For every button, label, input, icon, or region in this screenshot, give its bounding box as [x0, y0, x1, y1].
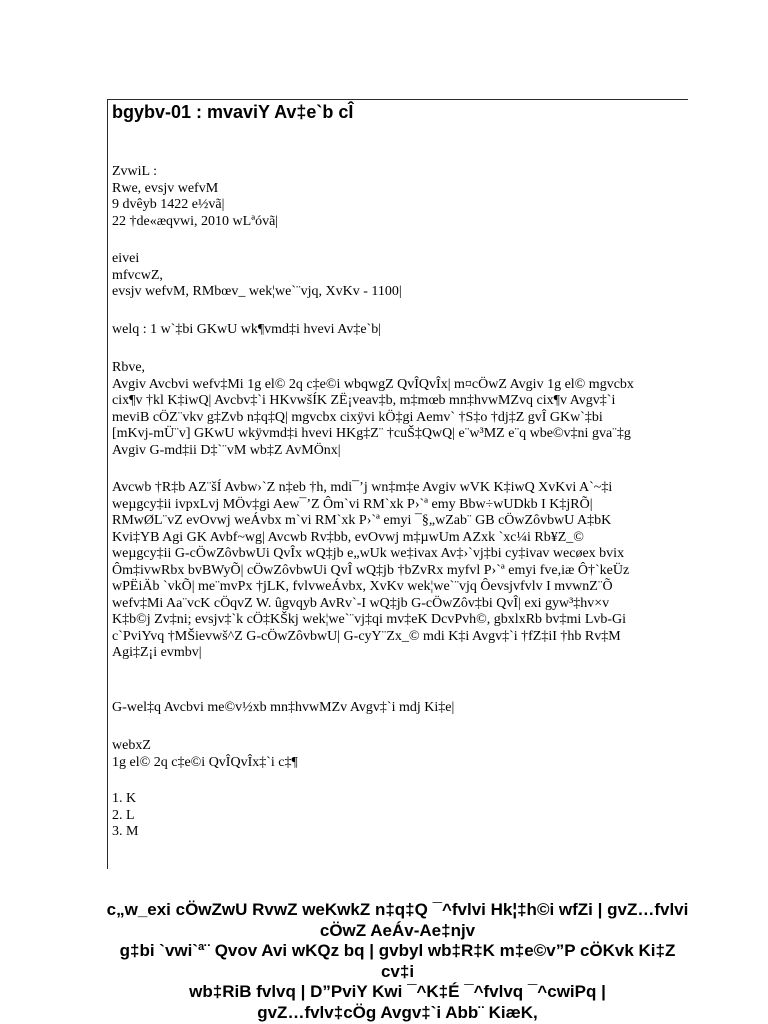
- closing-block: [112, 738, 298, 771]
- recipient-line: mfvcwZ,: [112, 267, 163, 283]
- paragraph-line: Avgiv G-md‡ii D‡`¨vM wb‡Z AvMÖnx|: [112, 442, 341, 458]
- footer-quote-line: cÖwZ AeÁv-Ae‡njv: [319, 920, 476, 940]
- paragraph-line: weµgcy‡ii G-cÖwZôvbwUi QvÎx wQ‡jb e„wUk we‡ivax Av‡›`vj‡bi cy‡ivav wecøex bvix: [112, 546, 625, 561]
- paragraph-line: c`PviYvq †MŠievwš^Z G-cÖwZôvbwU| G-cyY¨Zx_© mdi K‡i Avgv‡`i †fZ‡iI †hb Rv‡M: [112, 628, 621, 644]
- paragraph-line: weµgcy‡ii ivpxLvj MÖv‡gi Aew¯’Z Ôm`vi RM`xk P›`ª emy Bbw÷wUDkb I K‡jRÕ|: [112, 496, 593, 512]
- paragraph-line: cix¶v †kl K‡iwQ| Avcbv‡`i HKvwšÍK ZË¡veav‡b, m‡mœb mn‡hvwMZvq cix¶v Avgv‡`i: [112, 393, 616, 408]
- paragraph-line: [mKvj-mÜ¨v] GKwU wkÿvmd‡i hvevi HKg‡Z¨ †cuŠ‡QwQ| e¨w³MZ e¨q wbe©v‡ni gva¨‡g: [112, 426, 631, 441]
- paragraph-line: Agi‡Z¡i evmbv|: [112, 645, 202, 660]
- date-line: 9 dvêyb 1422 e½vã|: [112, 197, 225, 212]
- closing-label: webxZ: [112, 738, 151, 753]
- footer-quote-line: cv‡i: [380, 961, 415, 981]
- frame-left-border: [107, 99, 108, 869]
- footer-quote-line: c„w_exi cÖwZwU RvwZ weKwkZ n‡q‡Q ¯^fvlvi Hk¦‡h©i wfZi | gvZ…fvlvi: [106, 900, 689, 919]
- paragraph-line: Avgiv Avcbvi wefv‡Mi 1g el© 2q c‡e©i wbqwgZ QvÎQvÎx| m¤cÖwZ Avgiv 1g el© mgvcbx: [112, 376, 634, 392]
- signatory-list: [112, 791, 138, 841]
- frame-top-border: [107, 99, 688, 100]
- paragraph-2: [112, 480, 629, 662]
- date-block: [112, 164, 278, 230]
- footer-quote: [40, 900, 755, 1023]
- paragraph-line: G-wel‡q Avcbvi me©v½xb mn‡hvwMZv Avgv‡`i mdj Ki‡e|: [112, 700, 455, 715]
- paragraph-3: [112, 700, 454, 717]
- paragraph-line: Ôm‡ivwRbx bvBWyÕ| cÖwZôvbwUi QvÎ wQ‡jb †bZvRx myfvl P›`ª emyi fve,iæ Ô†`keÜz: [112, 562, 630, 578]
- subject-line: welq : 1 w`‡bi GKwU wk¶vmd‡i hvevi Av‡e`b|: [112, 322, 382, 337]
- date-label: ZvwiL :: [112, 164, 157, 179]
- paragraph-line: wPËiÄb `vkÕ| me¨mvPx †jLK, fvlvweÁvbx, XvKv wek¦we`¨vjq Ôevsjvfvlv I mvwnZ¨Õ: [112, 579, 613, 594]
- paragraph-line: wefv‡Mi Aa¨vcK cÖqvZ W. ûgvqyb AvRv`-I wQ‡jb G-cÖwZôv‡bi QvÎ| exi gyw³‡hv×v: [112, 595, 610, 611]
- closing-line: 1g el© 2q c‡e©i QvÎQvÎx‡`i c‡¶: [112, 754, 298, 770]
- footer-quote-line: wb‡RiB fvlvq | D”PviY Kwi ¯^K‡É ¯^fvlvq ¯^cwiPq |: [189, 982, 606, 1001]
- paragraph-line: Kvi‡YB Agi GK Avbf~wg| Avcwb Rv‡bb, evOvwj m‡µwUm AZxk `xc¼i Rb¥Z_©: [112, 529, 584, 545]
- paragraph-line: meviB cÖZ¨vkv g‡Zvb n‡q‡Q| mgvcbx cixÿvi kÖ‡gi Aemv` †S‡o †dj‡Z gvÎ GKw`‡bi: [112, 409, 603, 425]
- recipient-line: evsjv wefvM, RMbœv_ wek¦we`¨vjq, XvKv - 1100|: [112, 284, 402, 299]
- signatory-item: 1. K: [112, 791, 137, 806]
- signatory-item: 2. L: [112, 807, 135, 823]
- date-line: 22 †de«æqvwi, 2010 wLªóvã|: [112, 213, 279, 229]
- paragraph-line: RMwØL¨vZ evOvwj weÁvbx m`vi RM`xk P›`ª emyi ¯§„wZab¨ GB cÖwZôvbwU A‡bK: [112, 513, 612, 528]
- signatory-item: 3. M: [112, 824, 139, 839]
- date-line: Rwe, evsjv wefvM: [112, 180, 219, 196]
- footer-quote-line: gvZ…fvlv‡cÖg Avgv‡`i Abb¨ KiæK,: [257, 1002, 538, 1022]
- recipient-label: eivei: [112, 251, 140, 266]
- salutation: Rbve,: [112, 360, 146, 375]
- paragraph-1: [112, 360, 634, 459]
- footer-quote-line: g‡bi `vwi`ª¨ Qvov Avi wKQz bq | gvbyl wb‡R‡K m‡e©v”P cÖKvk Ki‡Z: [119, 941, 676, 960]
- page-heading: bgybv-01 : mvaviY Av‡e`b cÎ: [112, 102, 354, 122]
- subject-block: [112, 322, 381, 339]
- paragraph-line: Avcwb †R‡b AZ¨šÍ Avbw›`Z n‡eb †h, mdi¯’j wn‡m‡e Avgiv wVK K‡iwQ XvKvi A`~‡i: [112, 480, 613, 495]
- recipient-block: [112, 251, 402, 301]
- paragraph-line: K‡b©j Zv‡ni; evsjv‡`k cÖ‡KŠkj wek¦we`¨vj‡qi mv‡eK DcvPvh©, gbxlxRb bv‡mi Lvb-Gi: [112, 612, 627, 627]
